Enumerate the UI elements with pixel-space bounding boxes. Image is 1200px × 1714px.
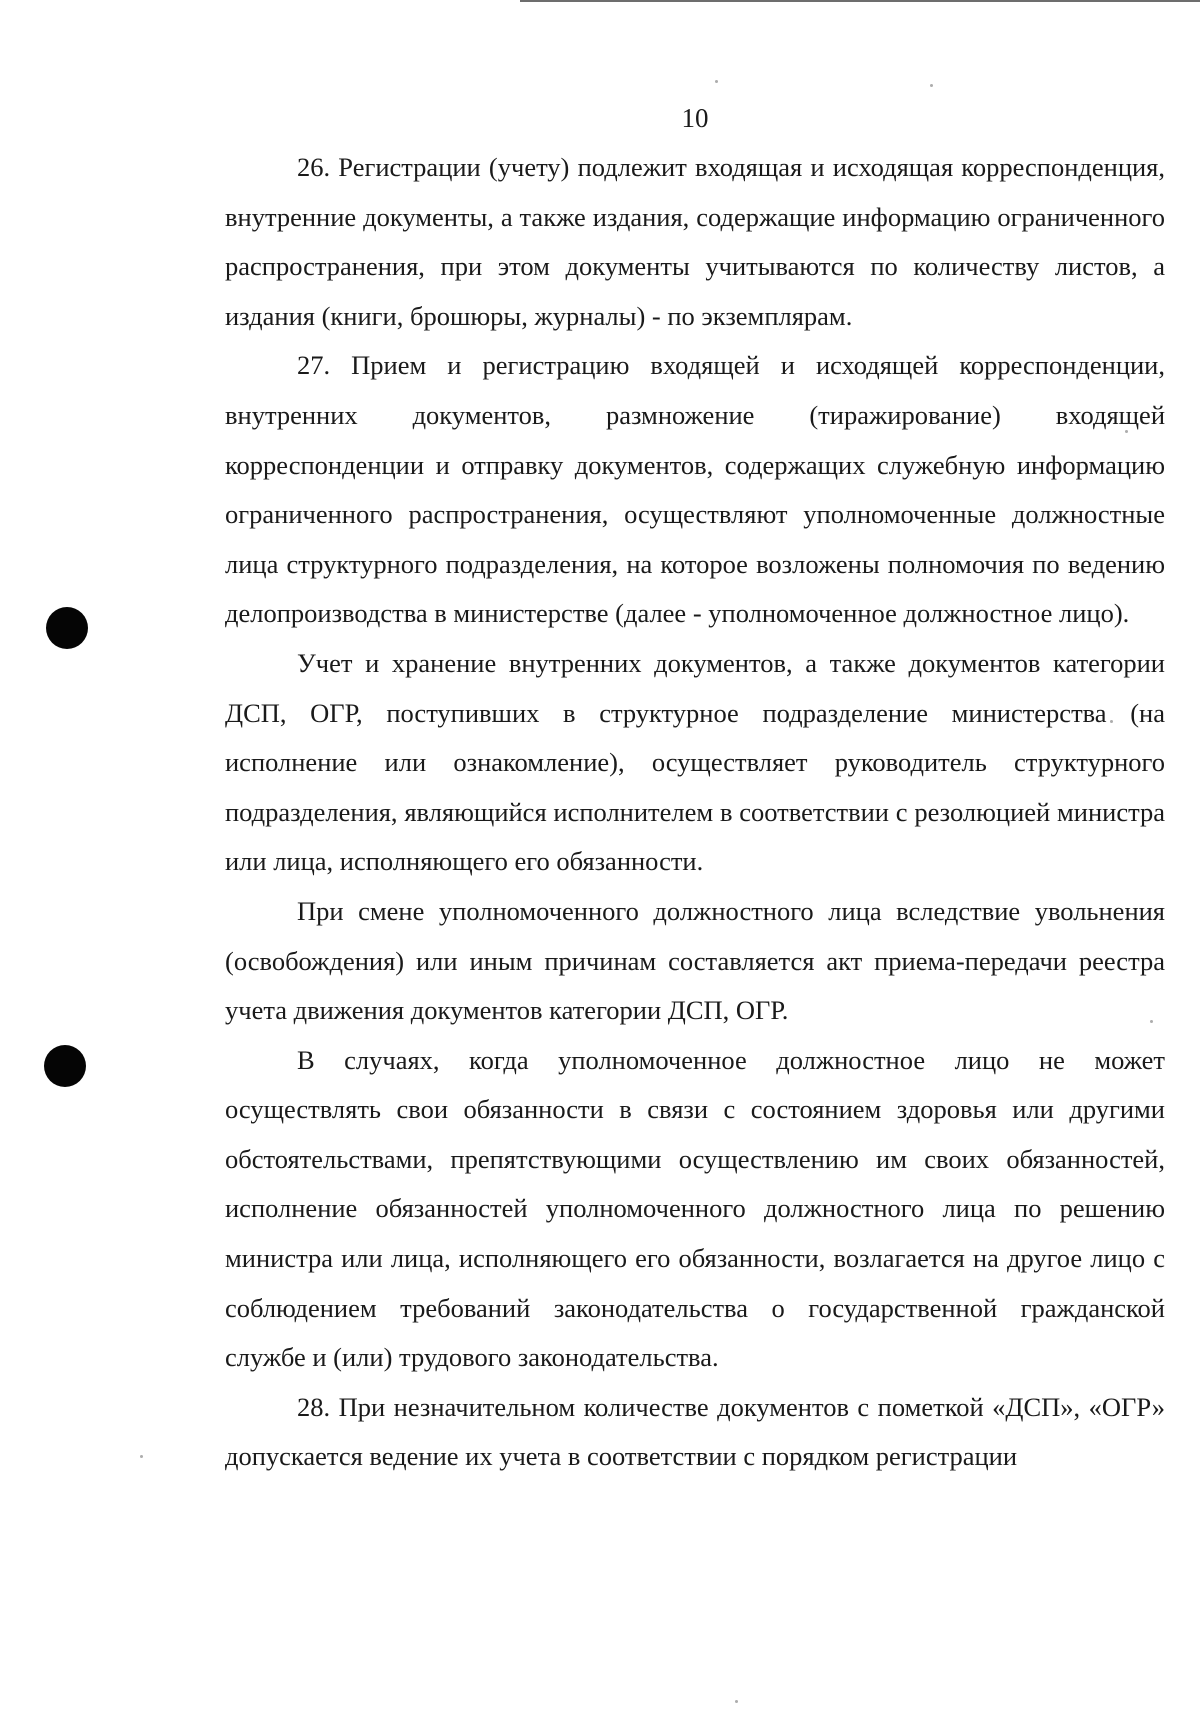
paragraph-28: 28. При незначительном количестве документов с пометкой «ДСП», «ОГР» допускается ведение их учета в соответствии с порядком регистрации: [225, 1391, 1165, 1472]
scan-speck: [735, 1700, 738, 1703]
paragraph-26: 26. Регистрации (учету) подлежит входящая и исходящая корреспонденция, внутренние документы, а также издания, содержащие информацию ограниченного распространения, при этом документы учитываются по количеству листов, а издания (книги, брошюры, журналы) - по экземплярам.: [225, 152, 1165, 331]
scan-top-edge-line: [520, 0, 1200, 2]
page-number: 10: [681, 103, 709, 133]
punch-hole-mark: [44, 1045, 86, 1087]
paragraph-replacement: При смене уполномоченного должностного лица вследствие увольнения (освобождения) или иным причинам составляется акт приема-передачи реестра учета движения документов категории ДСП, ОГР.: [225, 895, 1165, 1026]
document-body: [225, 143, 1165, 1482]
paragraph-27: 27. Прием и регистрацию входящей и исходящей корреспонденции, внутренних документов, размножение (тиражирование) входящей корреспонденции и отправку документов, содержащих служебную информацию ограниченного распространения, осуществляют уполномоченные должностные лица структурного подразделения, на которое возложены полномочия по ведению делопроизводства в министерстве (далее - уполномоченное должностное лицо).: [225, 350, 1165, 629]
paragraph-duties: В случаях, когда уполномоченное должностное лицо не может осуществлять свои обязанности в связи с состоянием здоровья или другими обстоятельствами, препятствующими осуществлению им своих обязанностей, исполнение обязанностей уполномоченного должностного лица по решению министра или лица, исполняющего его обязанности, возлагается на другое лицо с соблюдением требований законодательства о государственной гражданской службе и (или) трудового законодательства.: [225, 1044, 1165, 1373]
scan-speck: [140, 1455, 143, 1458]
paragraph-storage: Учет и хранение внутренних документов, а также документов категории ДСП, ОГР, поступивших в структурное подразделение министерства (на исполнение или ознакомление), осуществляет руководитель структурного подразделения, являющийся исполнителем в соответствии с резолюцией министра или лица, исполняющего его обязанности.: [225, 647, 1165, 877]
punch-hole-mark: [46, 607, 88, 649]
scan-speck: [930, 84, 933, 87]
scan-speck: [715, 80, 718, 83]
